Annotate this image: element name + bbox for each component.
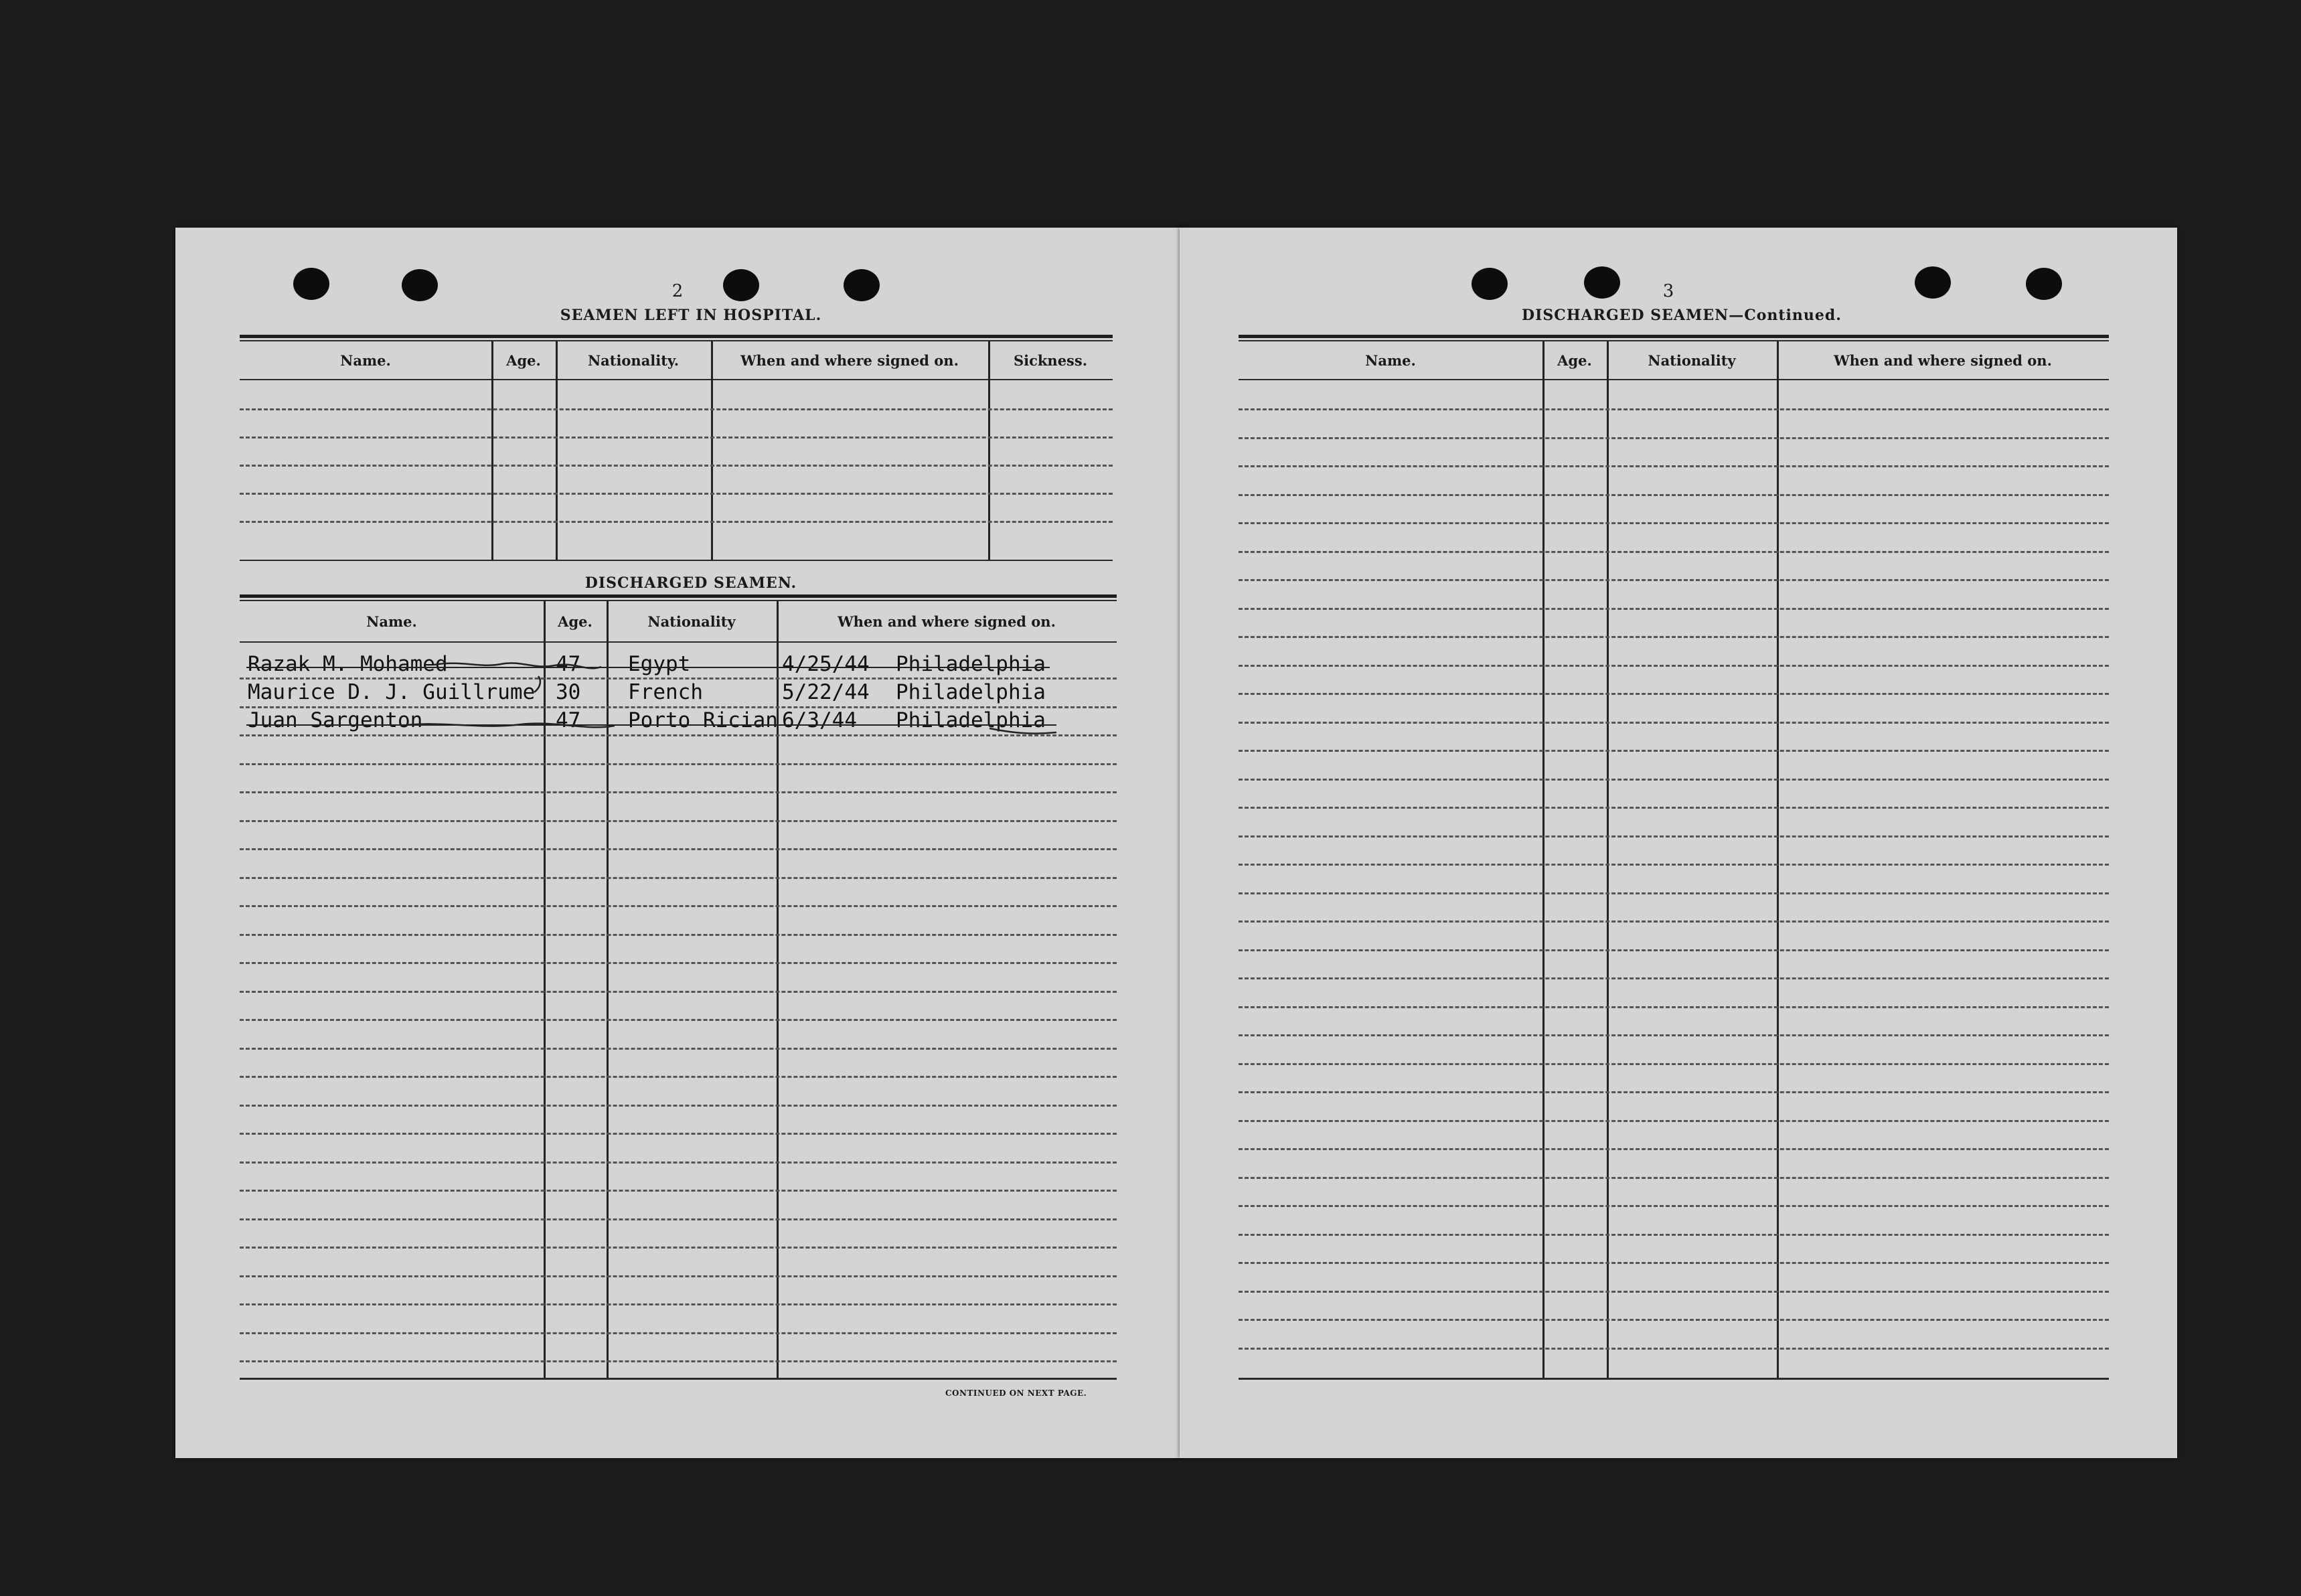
- ruled-line: [240, 1332, 1117, 1334]
- ruled-line: [1239, 522, 2109, 524]
- signed-on-place: Philadelphia: [896, 708, 1046, 732]
- ruled-line: [1239, 494, 2109, 496]
- handwritten-strike-marks: [240, 594, 1123, 769]
- ruled-line: [240, 905, 1117, 907]
- ruled-line: [1239, 1319, 2109, 1321]
- discharged-continued-table: [1239, 335, 2109, 1379]
- ruled-line: [240, 1247, 1117, 1249]
- right-page: [1180, 228, 2177, 1458]
- ruled-line: [240, 877, 1117, 879]
- seaman-age: 47: [556, 708, 581, 732]
- seaman-name: Razak M. Mohamed: [248, 652, 448, 676]
- signed-on-date: 6/3/44: [782, 708, 857, 732]
- ruled-line: [240, 1275, 1117, 1277]
- ruled-line: [1239, 465, 2109, 467]
- ruled-line: [1239, 722, 2109, 724]
- ruled-line: [1239, 608, 2109, 610]
- ruled-line: [1239, 864, 2109, 866]
- punch-hole: [844, 269, 880, 301]
- seaman-nationality: French: [628, 680, 703, 704]
- ruled-line: [240, 1190, 1117, 1192]
- col-header-name: Name.: [340, 352, 391, 369]
- ruled-line: [240, 1303, 1117, 1305]
- punch-hole: [1472, 268, 1508, 300]
- seaman-nationality: Porto Rician: [628, 708, 778, 732]
- ruled-line: [1239, 1148, 2109, 1150]
- ruled-line: [240, 1162, 1117, 1164]
- seaman-name: Juan Sargenton: [248, 708, 423, 732]
- left-page: [175, 228, 1184, 1458]
- signed-on-date: 4/25/44: [782, 652, 870, 676]
- discharged-continued-title: DISCHARGED SEAMEN—Continued.: [1522, 307, 1842, 324]
- ruled-line: [1239, 750, 2109, 752]
- ruled-line: [1239, 1291, 2109, 1293]
- ruled-line: [240, 820, 1117, 822]
- ruled-line: [1239, 1348, 2109, 1350]
- ruled-line: [1239, 892, 2109, 894]
- ruled-line: [1239, 408, 2109, 410]
- punch-hole: [293, 268, 329, 300]
- ruled-line: [240, 1133, 1117, 1135]
- col-header-sickness: Sickness.: [1013, 352, 1088, 369]
- col-header-age: Age.: [558, 613, 592, 630]
- discharged-section-title: DISCHARGED SEAMEN.: [584, 574, 797, 592]
- continued-note: CONTINUED ON NEXT PAGE.: [945, 1388, 1087, 1398]
- col-header-name: Name.: [1365, 352, 1416, 369]
- ruled-line: [1239, 437, 2109, 439]
- ruled-line: [1239, 665, 2109, 667]
- ruled-line: [240, 934, 1117, 936]
- seaman-nationality: Egypt: [628, 652, 691, 676]
- seaman-name: Maurice D. J. Guillrume: [248, 680, 536, 704]
- col-header-nationality: Nationality.: [587, 352, 680, 369]
- col-header-age: Age.: [1557, 352, 1592, 369]
- col-header-nationality: Nationality: [647, 613, 736, 630]
- ruled-line: [1239, 949, 2109, 951]
- page-number: 2: [671, 281, 684, 301]
- ruled-line: [1239, 636, 2109, 638]
- ruled-line: [1239, 779, 2109, 781]
- discharged-table: [240, 594, 1117, 1384]
- ruled-line: [1239, 1262, 2109, 1264]
- ruled-line: [240, 1218, 1117, 1220]
- col-header-name: Name.: [366, 613, 417, 630]
- ruled-line: [240, 1019, 1117, 1021]
- ruled-line: [240, 1076, 1117, 1078]
- ruled-line: [1239, 977, 2109, 979]
- ruled-line: [1239, 1234, 2109, 1236]
- ruled-line: [240, 1360, 1117, 1362]
- ruled-line: [1239, 807, 2109, 809]
- signed-on-place: Philadelphia: [896, 680, 1046, 704]
- ruled-line: [1239, 1205, 2109, 1207]
- col-header-signed-on: When and where signed on.: [838, 613, 1056, 630]
- seaman-age: 30: [556, 680, 581, 704]
- punch-hole: [1915, 266, 1951, 299]
- col-header-signed-on: When and where signed on.: [740, 352, 959, 369]
- punch-hole: [1584, 266, 1620, 299]
- ruled-line: [1239, 1120, 2109, 1122]
- ruled-line: [240, 1105, 1117, 1107]
- punch-hole: [402, 269, 438, 301]
- ruled-line: [1239, 1006, 2109, 1008]
- col-header-nationality: Nationality: [1648, 352, 1736, 369]
- ruled-line: [240, 962, 1117, 964]
- ruled-line: [1239, 835, 2109, 837]
- col-header-age: Age.: [506, 352, 541, 369]
- ruled-line: [1239, 579, 2109, 581]
- signed-on-date: 5/22/44: [782, 680, 870, 704]
- ruled-line: [240, 1048, 1117, 1050]
- col-header-signed-on: When and where signed on.: [1834, 352, 2052, 369]
- ruled-line: [1239, 693, 2109, 695]
- punch-hole: [2026, 268, 2062, 300]
- ruled-line: [1239, 921, 2109, 923]
- ruled-line: [240, 991, 1117, 993]
- punch-hole: [723, 269, 759, 301]
- ruled-line: [240, 791, 1117, 793]
- ruled-line: [240, 848, 1117, 850]
- seaman-age: 47: [556, 652, 581, 676]
- ruled-line: [1239, 1063, 2109, 1065]
- signed-on-place: Philadelphia: [896, 652, 1046, 676]
- ruled-line: [1239, 1177, 2109, 1179]
- ruled-line: [1239, 551, 2109, 553]
- hospital-table: [240, 335, 1113, 562]
- page-number: 3: [1662, 281, 1674, 301]
- ruled-line: [1239, 1091, 2109, 1093]
- hospital-section-title: SEAMEN LEFT IN HOSPITAL.: [560, 307, 822, 324]
- ruled-line: [1239, 1034, 2109, 1036]
